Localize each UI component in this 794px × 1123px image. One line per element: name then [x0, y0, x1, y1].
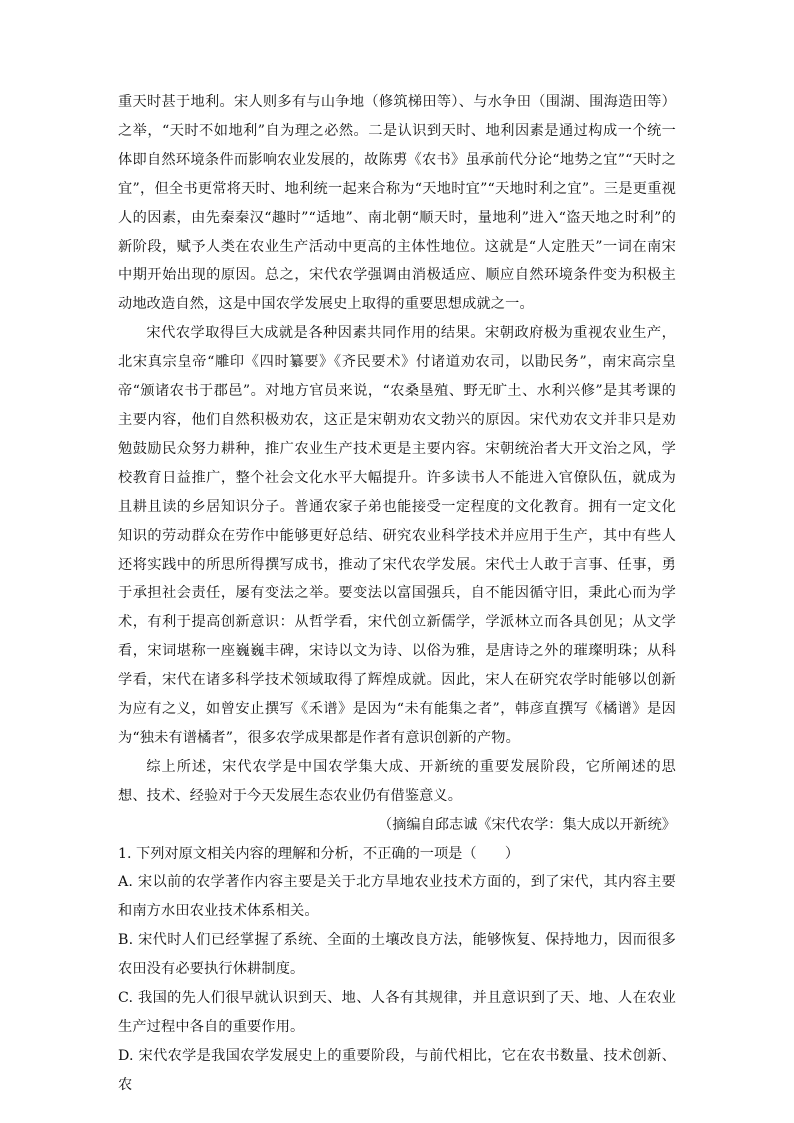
question-1-option-d: D. 宋代农学是我国农学发展史上的重要阶段，与前代相比，它在农书数量、技术创新、农 [118, 1047, 676, 1093]
question-1-stem: 1. 下列对原文相关内容的理解和分析，不正确的一项是（ ） [118, 845, 520, 862]
article-source: （摘编自邱志诚《宋代农学：集大成以开新统》 [378, 816, 676, 833]
question-1-option-a: A. 宋以前的农学著作内容主要是关于北方旱地农业技术方面的，到了宋代，其内容主要和南方水田农业技术体系相关。 [118, 874, 676, 920]
article-paragraph-1: 重天时甚于地利。宋人则多有与山争地（修筑梯田等）、与水争田（围湖、围海造田等）之举，“天时不如地利”自为理之必然。二是认识到天时、地利因素是通过构成一个统一体即自然环境条件而影响农业发展的，故陈旉《农书》虽承前代分论“地势之宜”“天时之宜”，但全书更常将天时、地利统一起来合称为“天地时宜”“天地时利之宜”。三是更重视人的因素，由先秦秦汉“趣时”“适地”、南北朝“顺天时，量地利”进入“盗天地之时利”的新阶段，赋予人类在农业生产活动中更高的主体性地位。这就是“人定胜天”一词在南宋中期开始出现的原因。总之，宋代农学强调由消极适应、顺应自然环境条件变为积极主动地改造自然，这是中国农学发展史上取得的重要思想成就之一。 [118, 94, 676, 313]
article-paragraph-2: 宋代农学取得巨大成就是各种因素共同作用的结果。宋朝政府极为重视农业生产，北宋真宗皇帝“雕印《四时纂要》《齐民要术》付诸道劝农司，以勖民务”，南宋高宗皇帝“颁诸农书于郡邑”。对地方官员来说，“农桑垦殖、野无旷土、水利兴修”是其考课的主要内容，他们自然积极劝农，这正是宋朝劝农文勃兴的原因。宋代劝农文并非只是劝勉鼓励民众努力耕种，推广农业生产技术更是主要内容。宋朝统治者大开文治之风，学校教育日益推广，整个社会文化水平大幅提升。许多读书人不能进入官僚队伍，就成为且耕且读的乡居知识分子。普通农家子弟也能接受一定程度的文化教育。拥有一定文化知识的劳动群众在劳作中能够更好总结、研究农业科学技术并应用于生产，其中有些人还将实践中的所思所得撰写成书，推动了宋代农学发展。宋代士人敢于言事、任事，勇于承担社会责任，屡有变法之举。要变法以富国强兵，自不能因循守旧，秉此心而为学术，有利于提高创新意识：从哲学看，宋代创立新儒学，学派林立而各具创见；从文学看，宋词堪称一座巍巍丰碑，宋诗以文为诗、以俗为雅，是唐诗之外的璀璨明珠；从科学看，宋代在诸多科学技术领域取得了辉煌成就。因此，宋人在研究农学时能够以创新为应有之义，如曾安止撰写《禾谱》是因为“未有能集之者”，韩彦直撰写《橘谱》是因为“独未有谱橘者”，很多农学成果都是作者有意识创新的产物。 [118, 325, 676, 746]
article-paragraph-3: 综上所述，宋代农学是中国农学集大成、开新统的重要发展阶段，它所阐述的思想、技术、经验对于今天发展生态农业仍有借鉴意义。 [118, 758, 676, 804]
exam-page [118, 88, 676, 1100]
question-1-option-b: B. 宋代时人们已经掌握了系统、全面的土壤改良方法，能够恢复、保持地力，因而很多农田没有必要执行休耕制度。 [118, 932, 676, 978]
question-1-option-c: C. 我国的先人们很早就认识到天、地、人各有其规律，并且意识到了天、地、人在农业生产过程中各自的重要作用。 [118, 990, 676, 1035]
question-1 [118, 840, 676, 1100]
